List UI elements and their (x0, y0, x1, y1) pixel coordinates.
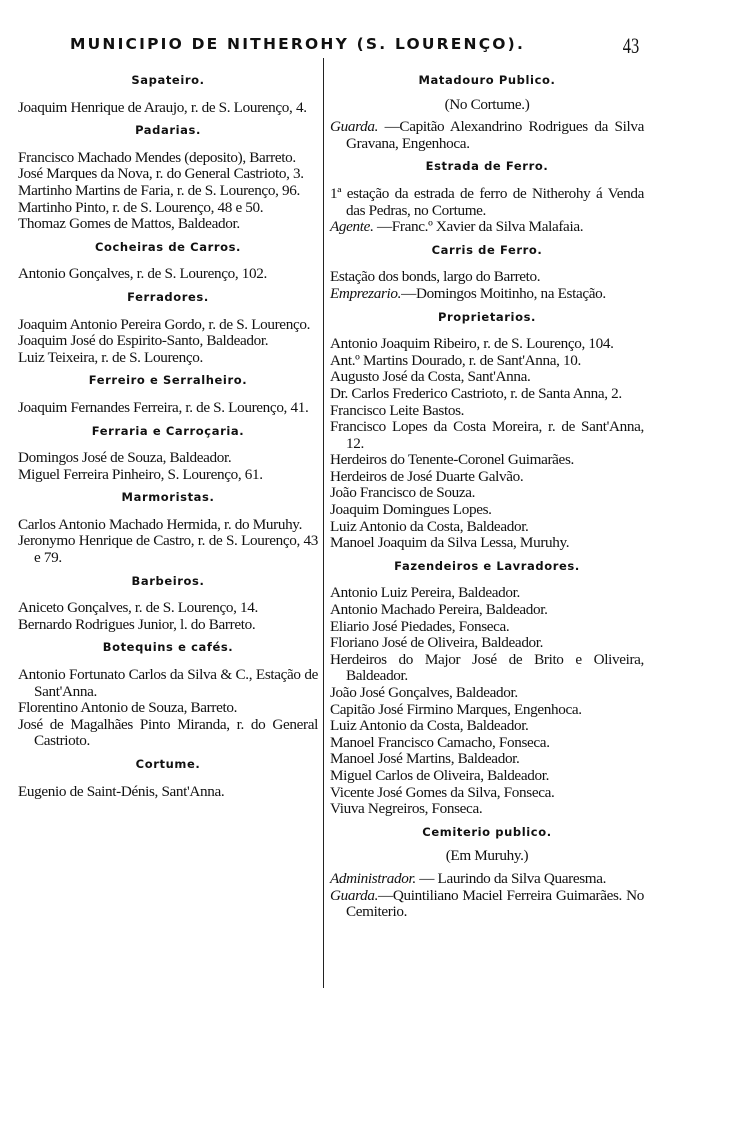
page-header (70, 33, 680, 59)
directory-entry (330, 602, 644, 619)
section-location: (No Cortume.) (444, 95, 530, 113)
directory-entry (18, 100, 318, 117)
entry-text: Luiz Teixeira, r. de S. Lourenço. (18, 348, 203, 366)
entry-role: Guarda. (330, 886, 379, 904)
entry-text: Herdeiros do Major José de Brito e Oliveira, Baldeador. (330, 650, 644, 685)
entry-text: Herdeiros do Tenente-Coronel Guimarães. (330, 451, 574, 469)
directory-entry (18, 200, 318, 217)
left-column (18, 66, 318, 800)
entry-text: Joaquim Fernandes Ferreira, r. de S. Lourenço, 41. (18, 398, 309, 416)
entry-text: Carlos Antonio Machado Hermida, r. do Muruhy. (18, 515, 303, 533)
page-number: 43 (622, 33, 640, 58)
directory-entry (330, 452, 644, 469)
directory-entry (18, 266, 318, 283)
directory-entry (330, 502, 644, 519)
section-heading: Cemiterio publico. (422, 824, 552, 839)
directory-entry (330, 419, 644, 452)
directory-entry (18, 350, 318, 367)
entry-text: Eliario José Piedades, Fonseca. (330, 617, 510, 635)
directory-entry (18, 717, 318, 750)
entry-text: —Domingos Moitinho, na Estação. (401, 284, 606, 302)
directory-entry (18, 333, 318, 350)
entry-text: Joaquim José do Espirito-Santo, Baldeador. (18, 332, 269, 350)
directory-entry (330, 369, 644, 386)
directory-entry (330, 751, 644, 768)
entry-text: Antonio Joaquim Ribeiro, r. de S. Lourenço, 104. (330, 335, 614, 353)
directory-entry (330, 888, 644, 921)
directory-entry (330, 785, 644, 802)
entry-text: Luiz Antonio da Costa, Baldeador. (330, 717, 529, 735)
entry-text: Francisco Leite Bastos. (330, 401, 465, 419)
section-heading: Marmoristas. (121, 490, 215, 505)
column-divider (323, 58, 324, 988)
entry-text: Manoel Francisco Camacho, Fonseca. (330, 733, 550, 751)
entry-text: Francisco Lopes da Costa Moreira, r. de Sant'Anna, 12. (330, 418, 644, 452)
directory-entry (330, 485, 644, 502)
entry-text: —Quintiliano Maciel Ferreira Guimarães. No Cemiterio. (346, 886, 644, 921)
directory-entry (18, 467, 318, 484)
entry-text: Ant.º Martins Dourado, r. de Sant'Anna, 10. (330, 351, 581, 369)
entry-text: Florentino Antonio de Souza, Barreto. (18, 699, 238, 717)
entry-text: Capitão José Firmino Marques, Engenhoca. (330, 700, 582, 718)
directory-entry (330, 286, 644, 303)
directory-entry (18, 183, 318, 200)
directory-entry (330, 336, 644, 353)
directory-entry (330, 219, 644, 236)
section-heading: Botequins e cafés. (102, 640, 234, 655)
entry-text: Viuva Negreiros, Fonseca. (330, 800, 483, 818)
section-heading: Cortume. (135, 757, 201, 771)
entry-text: Estação dos bonds, largo do Barreto. (330, 268, 541, 286)
entry-text: —Franc.º Xavier da Silva Malafaia. (373, 218, 584, 236)
entry-text: Joaquim Antonio Pereira Gordo, r. de S. Lourenço. (18, 315, 311, 333)
directory-entry (330, 619, 644, 636)
directory-entry (18, 400, 318, 417)
directory-entry (18, 617, 318, 634)
section-heading: Ferreiro e Serralheiro. (88, 373, 248, 388)
entry-text: Herdeiros de José Duarte Galvão. (330, 467, 524, 485)
directory-entry (330, 519, 644, 536)
entry-text: Martinho Pinto, r. de S. Lourenço, 48 e 50. (18, 198, 264, 216)
section-heading: Matadouro Publico. (418, 73, 556, 87)
entry-role: Emprezario. (330, 284, 402, 302)
directory-entry (330, 702, 644, 719)
entry-text: Augusto José da Costa, Sant'Anna. (330, 368, 531, 386)
directory-entry (330, 685, 644, 702)
entry-text: Floriano José de Oliveira, Baldeador. (330, 634, 544, 652)
entry-role: Administrador. (330, 869, 416, 887)
directory-entry (330, 403, 644, 420)
directory-entry (330, 871, 644, 888)
entry-text: — Laurindo da Silva Quaresma. (415, 869, 607, 887)
section-heading: Estrada de Ferro. (425, 159, 549, 174)
directory-entry (18, 517, 318, 534)
directory-entry (18, 317, 318, 334)
section-heading: Fazendeiros e Lavradores. (394, 558, 580, 573)
directory-entry (330, 801, 644, 818)
entry-text: Manoel Joaquim da Silva Lessa, Muruhy. (330, 534, 570, 552)
entry-text: 1ª estação da estrada de ferro de Nitherohy á Venda das Pedras, no Cortume. (330, 184, 644, 219)
entry-text: José de Magalhães Pinto Miranda, r. do General Castrioto. (18, 715, 318, 750)
entry-text: José Marques da Nova, r. do General Castrioto, 3. (18, 165, 304, 183)
section-location: (Em Muruhy.) (445, 847, 529, 865)
entry-text: Bernardo Rodrigues Junior, l. do Barreto. (18, 615, 256, 633)
directory-entry (330, 768, 644, 785)
section-heading: Cocheiras de Carros. (94, 239, 242, 254)
entry-text: Joaquim Henrique de Araujo, r. de S. Lourenço, 4. (18, 98, 307, 116)
entry-text: Domingos José de Souza, Baldeador. (18, 449, 232, 467)
directory-entry (18, 216, 318, 233)
entry-text: Aniceto Gonçalves, r. de S. Lourenço, 14. (18, 599, 258, 617)
directory-entry (330, 353, 644, 370)
directory-entry (330, 469, 644, 486)
directory-entry (330, 535, 644, 552)
entry-text: Eugenio de Saint-Dénis, Sant'Anna. (18, 782, 225, 800)
section-heading: Barbeiros. (131, 573, 205, 588)
entry-text: Vicente José Gomes da Silva, Fonseca. (330, 783, 555, 801)
entry-text: —Capitão Alexandrino Rodrigues da Silva Gravana, Engenhoca. (346, 118, 644, 152)
section-heading: Carris de Ferro. (431, 242, 543, 257)
directory-entry (18, 667, 318, 700)
section-heading: Ferraria e Carroçaria. (91, 423, 245, 438)
section-heading: Proprietarios. (437, 309, 537, 324)
section-heading: Ferradores. (127, 289, 209, 304)
entry-text: Joaquim Domingues Lopes. (330, 501, 492, 519)
entry-text: Antonio Luiz Pereira, Baldeador. (330, 584, 520, 602)
entry-text: Martinho Martins de Faria, r. de S. Lourenço, 96. (18, 181, 300, 199)
entry-text: Antonio Machado Pereira, Baldeador. (330, 601, 548, 619)
entry-text: Antonio Gonçalves, r. de S. Lourenço, 102. (18, 265, 267, 283)
directory-entry (18, 784, 318, 801)
right-column (330, 66, 644, 921)
directory-entry (330, 119, 644, 152)
entry-text: Thomaz Gomes de Mattos, Baldeador. (18, 215, 240, 233)
directory-entry (330, 635, 644, 652)
directory-entry (330, 386, 644, 403)
directory-entry (330, 186, 644, 219)
running-title: MUNICIPIO DE NITHEROHY (S. LOURENÇO). (70, 35, 526, 53)
entry-text: Luiz Antonio da Costa, Baldeador. (330, 517, 529, 535)
directory-entry (18, 700, 318, 717)
directory-entry (18, 450, 318, 467)
entry-text: Miguel Ferreira Pinheiro, S. Lourenço, 61. (18, 465, 263, 483)
entry-text: Dr. Carlos Frederico Castrioto, r. de Santa Anna, 2. (330, 384, 622, 402)
directory-entry (18, 600, 318, 617)
entry-text: Miguel Carlos de Oliveira, Baldeador. (330, 766, 550, 784)
directory-entry (18, 150, 318, 167)
directory-entry (330, 585, 644, 602)
entry-role: Agente. (330, 218, 374, 236)
directory-entry (330, 269, 644, 286)
directory-entry (330, 652, 644, 685)
entry-text: João Francisco de Souza. (330, 484, 476, 502)
entry-text: Jeronymo Henrique de Castro, r. de S. Lourenço, 43 e 79. (18, 532, 318, 567)
directory-entry (330, 718, 644, 735)
directory-entry (18, 533, 318, 566)
directory-entry (18, 166, 318, 183)
entry-text: Francisco Machado Mendes (deposito), Barreto. (18, 148, 296, 166)
entry-role: Guarda. (330, 118, 379, 136)
directory-entry (330, 735, 644, 752)
entry-text: Manoel José Martins, Baldeador. (330, 750, 520, 768)
entry-text: João José Gonçalves, Baldeador. (330, 684, 518, 701)
section-heading: Padarias. (135, 123, 201, 138)
section-heading: Sapateiro. (131, 73, 205, 87)
entry-text: Antonio Fortunato Carlos da Silva & C., Estação de Sant'Anna. (18, 666, 318, 700)
